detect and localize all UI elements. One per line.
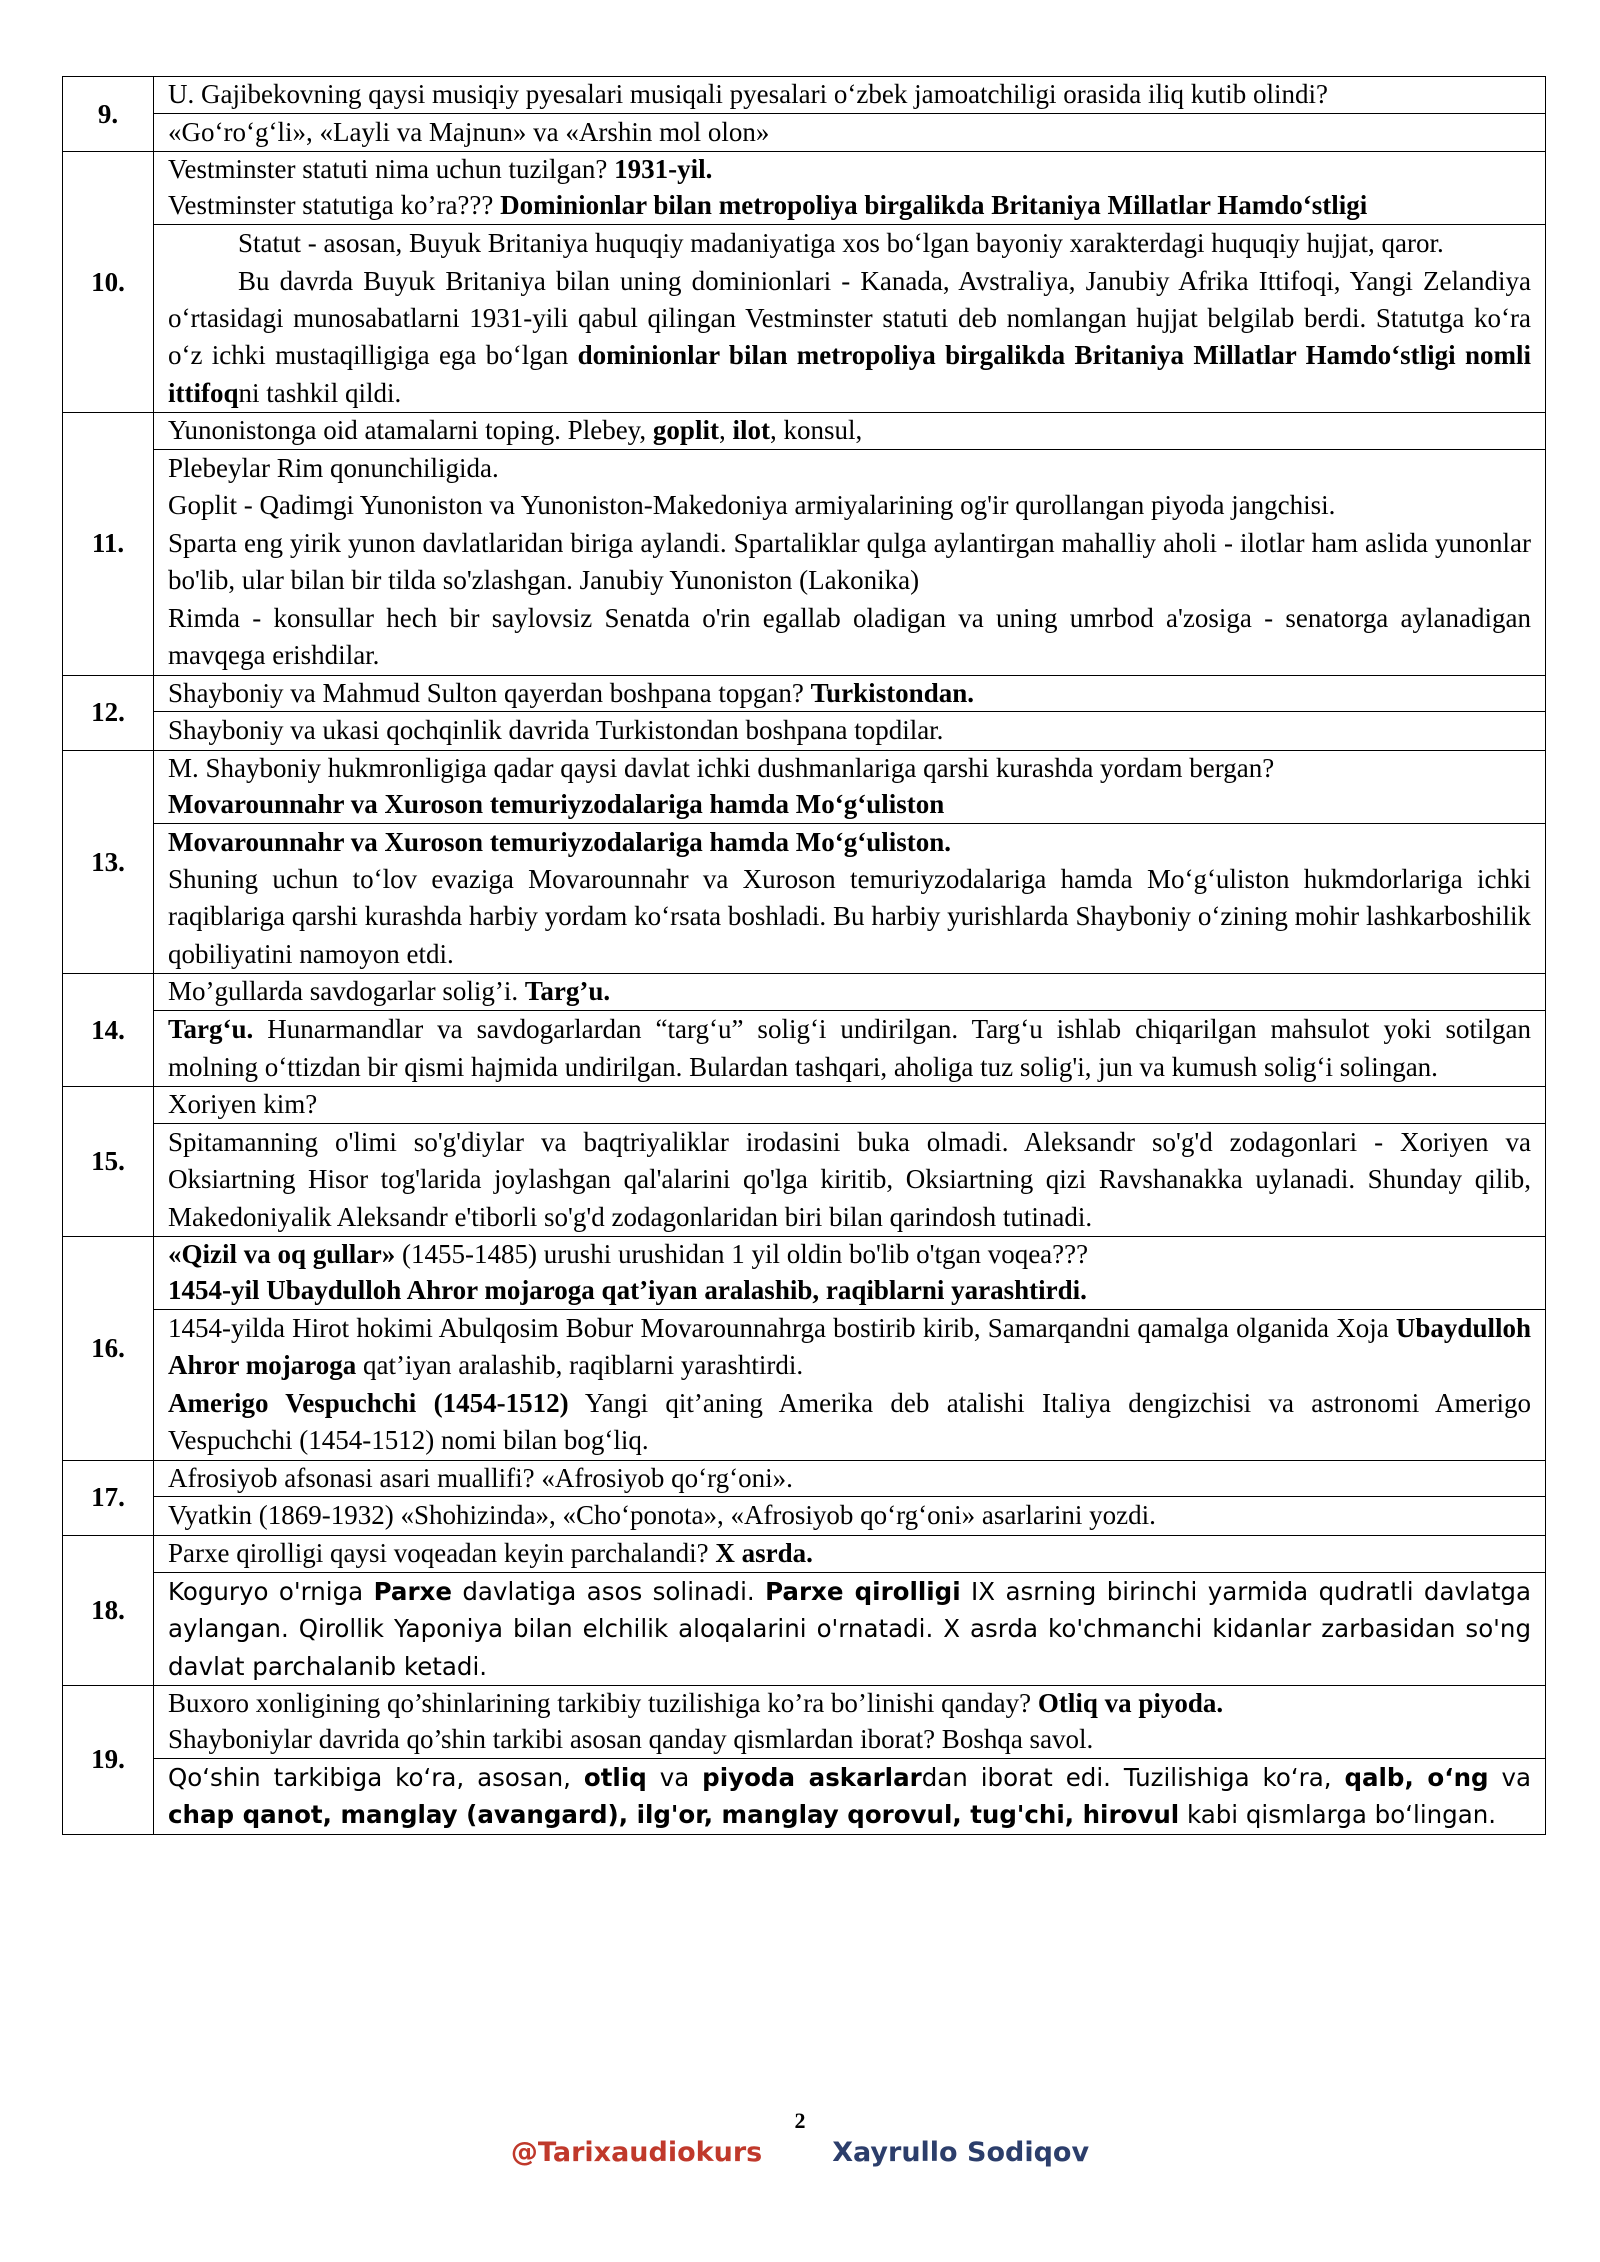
question-text xyxy=(168,152,1531,188)
answer-cell xyxy=(154,1011,1546,1087)
answer-bold: Parxe qirolligi xyxy=(765,1576,961,1606)
footer-brand xyxy=(0,2137,1600,2168)
table-row xyxy=(63,77,1546,114)
question-answer-bold: Movarounnahr va Xuroson temuriyzodalariga hamda Mo‘g‘uliston xyxy=(168,788,945,819)
answer-bold: otliq xyxy=(583,1762,647,1792)
question-answer-bold: ilot xyxy=(732,415,770,446)
answer-bold: dominionlar bilan metropoliya birgalikda Britaniya Millatlar Hamdo‘stligi nomli ittifoq xyxy=(168,340,1531,408)
answer-text: Rimda - konsullar hech bir saylovsiz Senatda o'rin egallab oladigan va uning umrbod a'zosiga - senatorga aylanadigan mavqega erishdilar. xyxy=(168,602,1531,671)
question-cell xyxy=(154,1685,1546,1758)
answer-text: Plebeylar Rim qonunchiligida. xyxy=(168,453,499,484)
answer-bold: Movarounnahr va Xuroson temuriyzodalariga hamda Mo‘g‘uliston. xyxy=(168,826,952,857)
table-row xyxy=(63,413,1546,450)
question-cell xyxy=(154,152,1546,225)
table-row xyxy=(63,1309,1546,1460)
answer-cell xyxy=(154,450,1546,675)
question-text-part: Vestminster statuti nima uchun tuzilgan? xyxy=(168,154,615,185)
question-text xyxy=(168,1686,1531,1722)
answer-text xyxy=(168,1759,1531,1834)
answer-text: Vyatkin (1869-1932) «Shohizinda», «Cho‘ponota», «Afrosiyob qo‘rg‘oni» asarlarini yozdi. xyxy=(168,1500,1156,1531)
table-row xyxy=(63,1123,1546,1236)
question-number: 14. xyxy=(63,974,154,1087)
answer-text: Statut - asosan, Buyuk Britaniya huquqiy madaniyatiga xos bo‘lgan bayoniy xarakterdagi huquqiy hujjat, qaror. xyxy=(238,228,1444,259)
question-text xyxy=(168,1237,1531,1273)
answer-text xyxy=(168,1011,1531,1086)
question-number: 16. xyxy=(63,1237,154,1460)
table-row xyxy=(63,750,1546,823)
answer-text-part: dan iborat edi. Tuzilishiga ko‘ra, xyxy=(921,1762,1345,1792)
answer-text: «Go‘ro‘g‘li», «Layli va Majnun» va «Arshin mol olon» xyxy=(168,116,770,147)
question-text: Afrosiyob afsonasi asari muallifi? «Afrosiyob qo‘rg‘oni». xyxy=(168,1462,793,1493)
question-cell xyxy=(154,675,1546,712)
question-cell xyxy=(154,750,1546,823)
question-cell xyxy=(154,1460,1546,1497)
question-number: 19. xyxy=(63,1685,154,1834)
question-text-part: Vestminster statutiga ko’ra??? xyxy=(168,190,501,221)
answer-bold: Amerigo Vespuchchi (1454-1512) xyxy=(168,1387,569,1418)
question-cell xyxy=(154,77,1546,114)
table-row xyxy=(63,1460,1546,1497)
question-number: 18. xyxy=(63,1535,154,1685)
question-text-part: Buxoro xonligining qo’shinlarining tarkibiy tuzilishiga ko’ra bo’linishi qanday? xyxy=(168,1687,1038,1718)
answer-text-part: davlatiga asos solinadi. xyxy=(451,1576,766,1606)
author-name: Xayrullo Sodiqov xyxy=(832,2137,1090,2168)
question-number: 13. xyxy=(63,750,154,973)
table-row xyxy=(63,1685,1546,1758)
answer-text xyxy=(168,263,1531,413)
question-text-part: , konsul, xyxy=(769,415,863,446)
answer-text-part: qat’iyan aralashib, raqiblarni yarashtirdi. xyxy=(356,1350,804,1381)
question-text xyxy=(168,676,1531,712)
question-answer-bold: 1454-yil Ubaydulloh Ahror mojaroga qat’iyan aralashib, raqiblarni yarashtirdi. xyxy=(168,1275,1087,1305)
answer-text-part: Koguryo o'rniga xyxy=(168,1576,374,1606)
question-answer-bold: Otliq va piyoda. xyxy=(1037,1687,1224,1718)
answer-cell xyxy=(154,1123,1546,1236)
question-answer-bold: goplit xyxy=(652,415,719,446)
table-row xyxy=(63,1758,1546,1834)
answer-cell xyxy=(154,712,1546,750)
answer-text-part: IX asrning birinchi yarmida qudratli davlatga aylangan. Qirollik Yaponiya bilan elchilik aloqalarini o'rnatadi. X asrda ko'chmanchi kidanlar zarbasidan so'ng davlat parchalanib ketadi. xyxy=(168,1576,1531,1681)
question-text-part: Yunonistonga oid atamalarni toping. Plebey, xyxy=(168,415,653,446)
table-row xyxy=(63,823,1546,974)
question-number: 10. xyxy=(63,152,154,413)
answer-text: Goplit - Qadimgi Yunoniston va Yunoniston-Makedoniya armiyalarining og'ir qurollangan piyoda jangchisi. xyxy=(168,490,1336,521)
answer-text xyxy=(168,1573,1531,1685)
question-answer-bold: X asrda. xyxy=(715,1537,813,1568)
table-row xyxy=(63,675,1546,712)
answer-text-part: 1454-yilda Hirot hokimi Abulqosim Bobur Movarounnahrga bostirib kirib, Samarqandni qamalga olganida Xoja xyxy=(168,1312,1396,1343)
question-text: Xoriyen kim? xyxy=(168,1088,318,1119)
question-text xyxy=(168,1273,1531,1309)
answer-bold: piyoda askarlar xyxy=(702,1762,922,1792)
question-text: U. Gajibekovning qaysi musiqiy pyesalari musiqali pyesalari o‘zbek jamoatchiligi orasida iliq kutib olindi? xyxy=(168,79,1329,109)
question-number: 17. xyxy=(63,1460,154,1535)
question-text xyxy=(168,974,1531,1010)
page-number: 2 xyxy=(794,2108,806,2133)
table-row xyxy=(63,1237,1546,1310)
answer-cell xyxy=(154,1309,1546,1460)
table-row xyxy=(63,1011,1546,1087)
answer-bold: Ubaydulloh Ahror mojaroga xyxy=(168,1312,1531,1381)
question-text xyxy=(168,787,1531,823)
answer-text xyxy=(168,1310,1531,1385)
answer-text xyxy=(168,1385,1531,1460)
answer-bold: Parxe xyxy=(373,1576,452,1606)
table-row xyxy=(63,1535,1546,1572)
question-number: 12. xyxy=(63,675,154,750)
question-number: 9. xyxy=(63,77,154,152)
answer-bold: qalb, o‘ng xyxy=(1344,1762,1489,1792)
answer-text-part: kabi qismlarga bo‘lingan. xyxy=(1179,1800,1497,1830)
table-row xyxy=(63,1086,1546,1123)
question-text-part: Mo’gullarda savdogarlar solig’i. xyxy=(168,976,525,1007)
answer-cell xyxy=(154,1497,1546,1535)
answer-text: Sparta eng yirik yunon davlatlaridan biriga aylandi. Spartaliklar qulga aylantirgan mahalliy aholi - ilotlar ham aslida yunonlar bo'lib, ular bilan bir tilda so'zlashgan. Janubiy Yunoniston (Lakonika) xyxy=(168,527,1531,596)
answer-text xyxy=(168,824,1531,861)
question-number: 15. xyxy=(63,1086,154,1236)
answer-text-part: ni tashkil qildi. xyxy=(238,377,402,408)
answer-text-part: Hunarmandlar va savdogarlardan “targ‘u” solig‘i undirilgan. Targ‘u ishlab chiqarilgan mahsulot yoki sotilgan molning o‘ttizdan bir qismi hajmida undirilgan. Bulardan tashqari, aholiga tuz solig'i, jun va kumush solig‘i solingan. xyxy=(168,1014,1531,1082)
question-answer-bold: Dominionlar bilan metropoliya birgalikda Britaniya Millatlar Hamdo‘stligi xyxy=(500,190,1368,221)
table-row xyxy=(63,1572,1546,1685)
question-cell xyxy=(154,1086,1546,1123)
answer-cell xyxy=(154,113,1546,151)
table-row xyxy=(63,1497,1546,1535)
question-cell xyxy=(154,974,1546,1011)
question-text-part: Shayboniy va Mahmud Sulton qayerdan boshpana topgan? xyxy=(168,677,811,708)
answer-text-part: va xyxy=(646,1762,703,1792)
question-text xyxy=(168,1536,1531,1572)
question-cell xyxy=(154,1535,1546,1572)
question-cell xyxy=(154,413,1546,450)
question-answer-bold: Turkistondan. xyxy=(810,677,974,708)
answer-text-part: Bu davrda Buyuk Britaniya bilan uning dominionlari - Kanada, Avstraliya, Janubiy Afrika Ittifoqi, Yangi Zelandiya o‘rtasidagi munosabatlarni 1931-yili qabul qilingan Vestminster statuti deb nomlangan hujjat belgilab berdi. Statutga ko‘ra o‘z ichki mustaqilligiga ega bo‘lgan xyxy=(168,265,1531,371)
question-number: 11. xyxy=(63,413,154,675)
question-text-part: , xyxy=(718,415,733,446)
table-row xyxy=(63,974,1546,1011)
question-cell xyxy=(154,1237,1546,1310)
answer-cell xyxy=(154,1572,1546,1685)
answer-text: Shuning uchun to‘lov evaziga Movarounnahr va Xuroson temuriyzodalariga hamda Mo‘g‘uliston hukmdorlariga ichki raqiblariga qarshi kurashda harbiy yordam ko‘rsata boshladi. Bu harbiy yurishlarda Shayboniy o‘zining mohir lashkarboshilik qobiliyatini namoyon etdi. xyxy=(168,864,1531,969)
answer-text: Spitamanning o'limi so'g'diylar va baqtriyaliklar irodasini buka olmadi. Aleksandr so'g'd zodagonlari - Xoriyen va Oksiartning Hisor tog'larida joylashgan qal'alarini qo'lga kiritib, Oksiartning qizi Ravshanakka uylanadi. Shunday qilib, Makedoniyalik Aleksandr e'tiborli so'g'd zodagonlaridan biri bilan qarindosh tutinadi. xyxy=(168,1126,1531,1232)
table-row xyxy=(63,113,1546,151)
answer-bold: Targ‘u. xyxy=(168,1014,254,1045)
question-answer-bold: 1931-yil. xyxy=(614,154,713,185)
question-text xyxy=(168,188,1531,224)
answer-cell xyxy=(154,1758,1546,1834)
question-text-part: Parxe qirolligi qaysi voqeadan keyin parchalandi? xyxy=(168,1537,716,1568)
qa-table xyxy=(62,76,1546,1835)
answer-cell xyxy=(154,823,1546,974)
channel-handle[interactable]: @Tarixaudiokurs xyxy=(510,2137,763,2168)
table-row xyxy=(63,225,1546,413)
question-answer-bold: Targ’u. xyxy=(524,976,611,1007)
answer-text-part: va xyxy=(1488,1762,1532,1792)
answer-text-part: Qo‘shin tarkibiga ko‘ra, asosan, xyxy=(168,1762,584,1792)
table-row xyxy=(63,152,1546,225)
table-row xyxy=(63,712,1546,750)
question-text: Shayboniylar davrida qo’shin tarkibi asosan qanday qismlardan iborat? Boshqa savol. xyxy=(168,1723,1094,1754)
answer-text-part: Yangi qit’aning Amerika deb atalishi Italiya dengizchisi va astronomi Amerigo Vespuchchi (1454-1512) nomi bilan bog‘liq. xyxy=(168,1387,1531,1456)
question-text xyxy=(168,413,1531,449)
table-row xyxy=(63,450,1546,675)
answer-bold: chap qanot, manglay (avangard), ilg'or, manglay qorovul, tug'chi, hirovul xyxy=(168,1800,1180,1830)
question-text: M. Shayboniy hukmronligiga qadar qaysi davlat ichki dushmanlariga qarshi kurashda yordam bergan? xyxy=(168,752,1275,783)
question-text-part: (1455-1485) urushi urushidan 1 yil oldin bo'lib o'tgan voqea??? xyxy=(395,1239,1089,1270)
question-bold: «Qizil va oq gullar» xyxy=(168,1239,396,1270)
answer-text: Shayboniy va ukasi qochqinlik davrida Turkistondan boshpana topdilar. xyxy=(168,715,944,746)
answer-cell xyxy=(154,225,1546,413)
